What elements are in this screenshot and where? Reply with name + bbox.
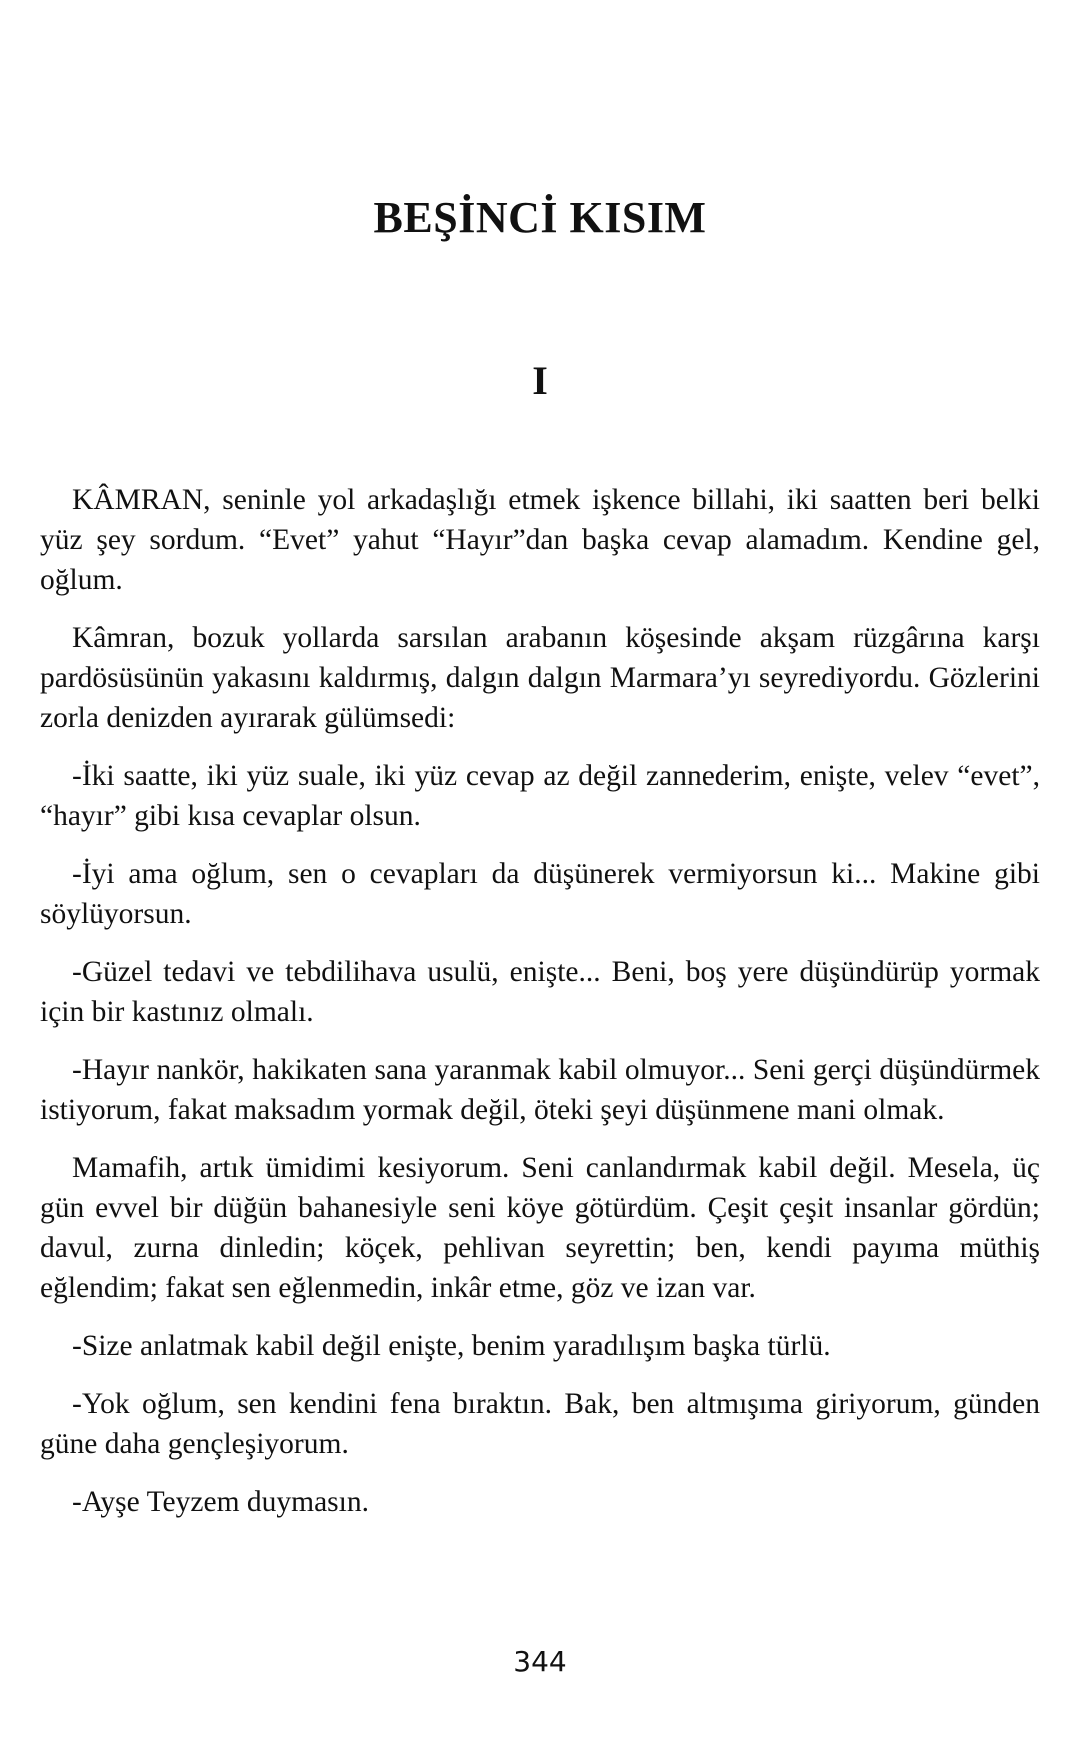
paragraph: -Güzel tedavi ve tebdilihava usulü, enişte... Beni, boş yere düşündürüp yormak için bir kastınız olmalı.: [40, 956, 1040, 1028]
paragraph: -Ayşe Teyzem duymasın.: [72, 1486, 369, 1518]
paragraph: Mamafih, artık ümidimi kesiyorum. Seni canlandırmak kabil değil. Mesela, üç gün evvel bir düğün bahanesiyle seni köye götürdüm. Çeşit çeşit insanlar gördün; davul, zurna dinledin; köçek, pehlivan seyrettin; ben, kendi payıma müthiş eğlendim; fakat sen eğlenmedin, inkâr etme, göz ve izan var.: [40, 1152, 1040, 1304]
paragraph: Kâmran, bozuk yollarda sarsılan arabanın köşesinde akşam rüzgârına karşı pardösüsünün yakasını kaldırmış, dalgın dalgın Marmara’yı seyrediyordu. Gözlerini zorla denizden ayırarak gülümsedi:: [40, 622, 1040, 734]
paragraph: -Hayır nankör, hakikaten sana yaranmak kabil olmuyor... Seni gerçi düşündürmek istiyorum, fakat maksadım yormak değil, öteki şeyi düşünmene mani olmak.: [40, 1054, 1040, 1126]
paragraph: -Yok oğlum, sen kendini fena bıraktın. Bak, ben altmışıma giriyorum, günden güne daha gençleşiyorum.: [40, 1388, 1040, 1460]
paragraph: -İki saatte, iki yüz suale, iki yüz cevap az değil zannederim, enişte, velev “evet”, “hayır” gibi kısa cevaplar olsun.: [40, 760, 1040, 832]
paragraph: -İyi ama oğlum, sen o cevapları da düşünerek vermiyorsun ki... Makine gibi söylüyorsun.: [40, 858, 1040, 930]
body-text: [40, 480, 1040, 1540]
part-title: BEŞİNCİ KISIM: [373, 193, 707, 242]
chapter-numeral: I: [532, 358, 548, 403]
page-number: 344: [513, 1645, 567, 1678]
paragraph: KÂMRAN, seninle yol arkadaşlığı etmek işkence billahi, iki saatten beri belki yüz şey sordum. “Evet” yahut “Hayır”dan başka cevap alamadım. Kendine gel, oğlum.: [40, 484, 1040, 596]
paragraph: -Size anlatmak kabil değil enişte, benim yaradılışım başka türlü.: [72, 1330, 831, 1362]
